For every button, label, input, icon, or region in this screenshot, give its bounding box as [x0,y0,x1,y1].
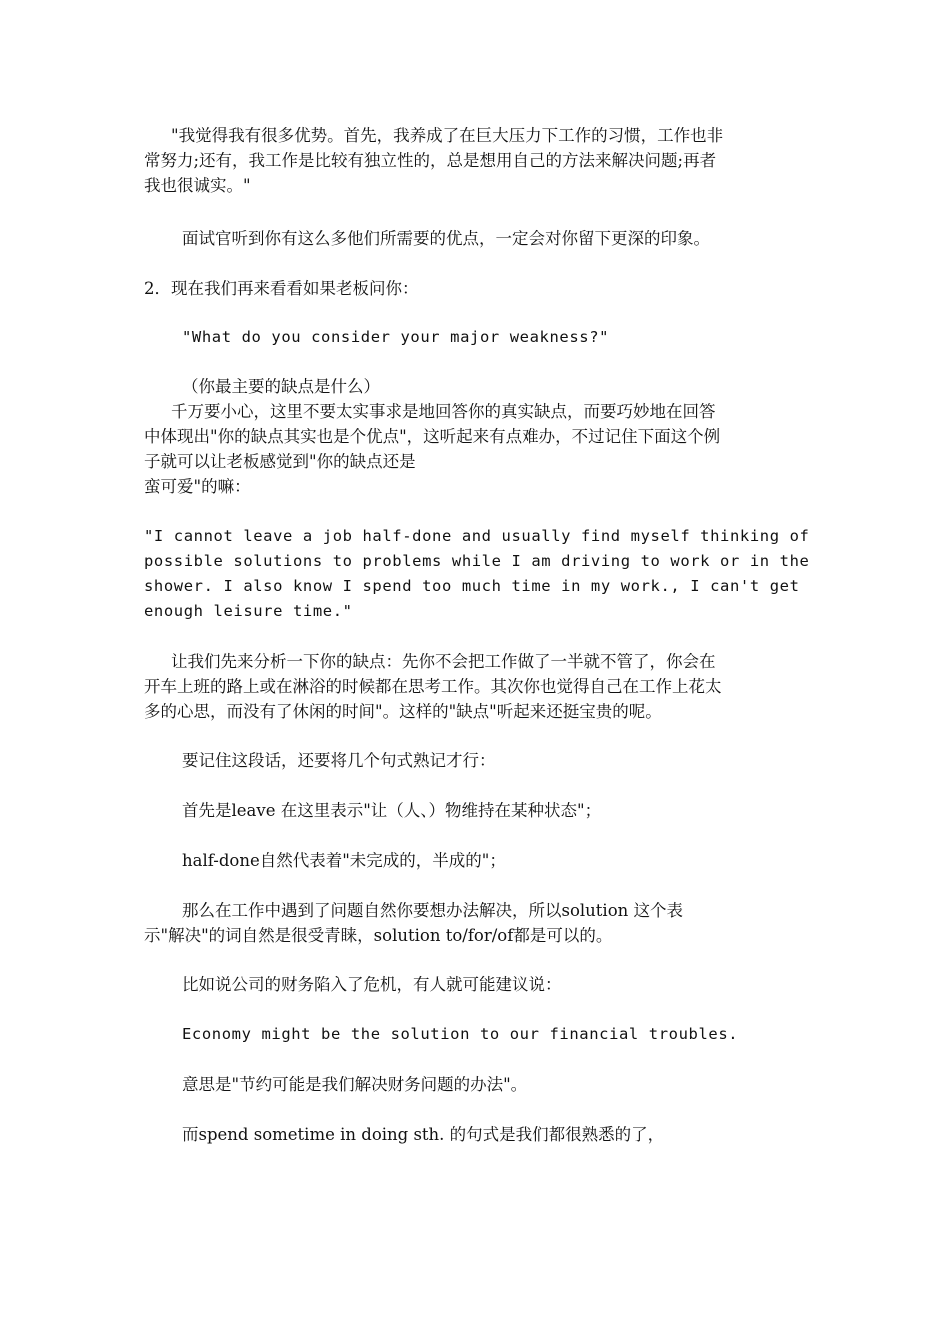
text-line: possible solutions to problems while I am driving to work or in the [144,552,810,570]
text-line: "我觉得我有很多优势。首先，我养成了在巨大压力下工作的习惯，工作也非 [171,126,724,145]
english-sample-answer [144,524,812,624]
text-line: 示"解决"的词自然是很受青睐，solution to/for/of都是可以的。 [144,926,613,945]
text-line: 中体现出"你的缺点其实也是个优点"，这听起来有点难办，不过记住下面这个例 [144,427,721,446]
paragraph-leave [144,798,812,823]
text-line: 子就可以让老板感觉到"你的缺点还是 [144,452,416,471]
paragraph-advice [144,399,812,499]
text-line: 千万要小心，这里不要太实事求是地回答你的真实缺点，而要巧妙地在回答 [171,402,716,421]
text-line: 而spend sometime in doing sth. 的句式是我们都很熟悉的了， [182,1125,665,1144]
text-line: 我也很诚实。" [144,176,251,195]
text-line: 要记住这段话，还要将几个句式熟记才行： [182,751,496,770]
text-line: half-done自然代表着"未完成的，半成的"； [182,851,506,870]
text-line: shower. I also know I spend too much time in my work., I can't get [144,577,800,595]
text-line: 让我们先来分析一下你的缺点：先你不会把工作做了一半就不管了，你会在 [171,652,716,671]
paragraph-analysis [144,649,812,724]
paragraph-impression [144,226,812,251]
text-line: 首先是leave 在这里表示"让（人、）物维持在某种状态"； [182,801,602,820]
text-line: 常努力;还有，我工作是比较有独立性的，总是想用自己的方法来解决问题;再者 [144,151,717,170]
text-line: 开车上班的路上或在淋浴的时候都在思考工作。其次你也觉得自己在工作上花太 [144,677,722,696]
text-line: 那么在工作中遇到了问题自然你要想办法解决，所以solution 这个表 [182,901,684,920]
paragraph-half-done [144,848,812,873]
text-line: （你最主要的缺点是什么） [182,377,380,396]
text-line: 2．现在我们再来看看如果老板问你： [144,279,419,298]
example-sentence-english [144,1022,812,1047]
paragraph-solution [144,898,812,948]
text-line: 面试官听到你有这么多他们所需要的优点，一定会对你留下更深的印象。 [182,229,710,248]
text-line: 比如说公司的财务陷入了危机，有人就可能建议说： [182,975,562,994]
text-line: enough leisure time." [144,602,353,620]
text-line: 蛮可爱"的嘛： [144,477,251,496]
question-weakness-chinese [144,374,812,399]
paragraph-remember [144,748,812,773]
section-heading-2 [144,276,812,301]
question-weakness-english [144,325,812,350]
text-line: 意思是"节约可能是我们解决财务问题的办法"。 [182,1075,528,1094]
text-line: "What do you consider your major weakness?" [182,328,610,346]
paragraph-example-intro [144,972,812,997]
text-line: 多的心思，而没有了休闲的时间"。这样的"缺点"听起来还挺宝贵的呢。 [144,702,662,721]
example-sentence-meaning [144,1072,812,1097]
text-line: Economy might be the solution to our financial troubles. [182,1025,739,1043]
text-line: "I cannot leave a job half-done and usually find myself thinking of [144,527,810,545]
paragraph-spend-time [144,1122,812,1147]
paragraph-strengths-answer [144,123,812,198]
